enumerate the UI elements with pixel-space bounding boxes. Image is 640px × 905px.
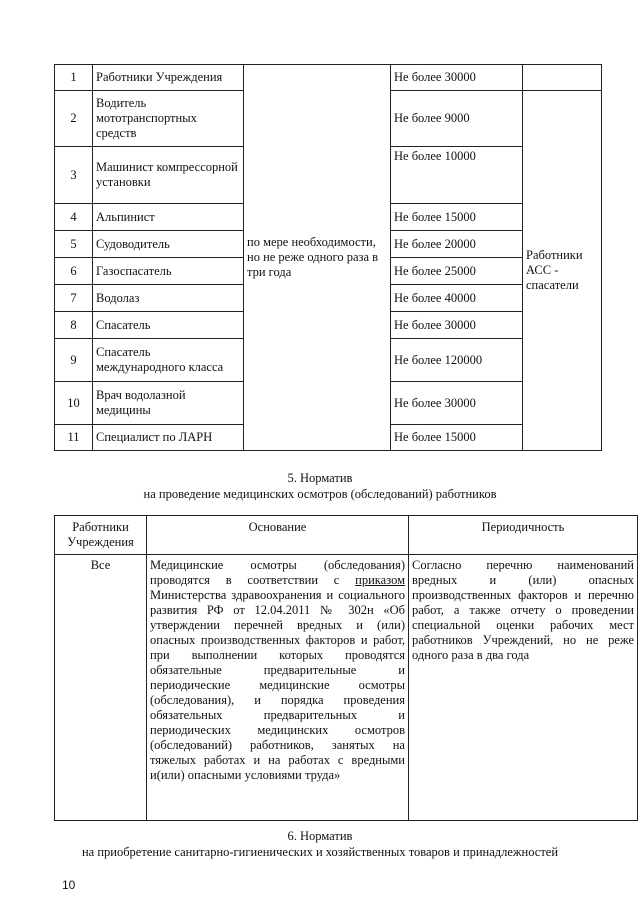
- section-5-number-title: 5. Норматив: [287, 471, 353, 485]
- category-cell: Работники АСС - спасатели: [523, 91, 602, 451]
- profession-name: Спасатель: [93, 312, 244, 339]
- amount-cell: Не более 9000: [391, 91, 523, 147]
- profession-name: Газоспасатель: [93, 258, 244, 285]
- profession-name: Судоводитель: [93, 231, 244, 258]
- amount-cell: Не более 30000: [391, 312, 523, 339]
- periodicity-cell: Согласно перечню наименований вредных и (или) опасных производственных факторов и перечню работ, а также отчету о проведении специальной оценки рабочих мест работников Учреждений, но не реже одного раза в два года: [409, 555, 638, 821]
- medical-exams-table: [54, 515, 638, 821]
- table-row: [55, 555, 638, 821]
- profession-name: Спасатель международного класса: [93, 339, 244, 382]
- row-number: 6: [55, 258, 93, 285]
- row-number: 1: [55, 65, 93, 91]
- row-number: 8: [55, 312, 93, 339]
- amount-cell: Не более 40000: [391, 285, 523, 312]
- row-number: 4: [55, 204, 93, 231]
- row-number: 7: [55, 285, 93, 312]
- table-header-row: [55, 516, 638, 555]
- header-workers: Работники Учреждения: [55, 516, 147, 555]
- amount-cell: Не более 15000: [391, 425, 523, 451]
- amount-cell: Не более 15000: [391, 204, 523, 231]
- basis-text-after: Министерства здравоохранения и социального развития РФ от 12.04.2011 № 302н «Об утверждении перечней вредных и (или) опасных производственных факторов и работ, при выполнении которых проводятся обязательные предварительные и периодические медицинские осмотры (обследования), и порядка проведения обязательных предварительных и периодических медицинских осмотров (обследований) работников, занятых на тяжелых работах и на работах с вредными и(или) опасными условиями труда»: [150, 588, 405, 782]
- section-6-heading: [0, 828, 640, 860]
- amount-cell: Не более 120000: [391, 339, 523, 382]
- section-5-subtitle: на проведение медицинских осмотров (обследований) работников: [143, 487, 497, 501]
- empty-category-cell: [523, 65, 602, 91]
- section-6-number-title: 6. Норматив: [287, 829, 353, 843]
- profession-name: Врач водолазной медицины: [93, 382, 244, 425]
- profession-name: Машинист компрессорной установки: [93, 147, 244, 204]
- row-number: 3: [55, 147, 93, 204]
- workers-cell: Все: [55, 555, 147, 821]
- profession-name: Работники Учреждения: [93, 65, 244, 91]
- profession-name: Альпинист: [93, 204, 244, 231]
- header-basis: Основание: [147, 516, 409, 555]
- section-5-heading: [0, 470, 640, 502]
- section-6-subtitle: на приобретение санитарно-гигиенических и хозяйственных товаров и принадлежностей: [81, 845, 559, 859]
- professions-table: [54, 64, 602, 451]
- amount-cell: Не более 30000: [391, 382, 523, 425]
- profession-name: Водолаз: [93, 285, 244, 312]
- frequency-cell: по мере необходимости, но не реже одного раза в три года: [244, 65, 391, 451]
- row-number: 9: [55, 339, 93, 382]
- amount-cell: Не более 20000: [391, 231, 523, 258]
- row-number: 2: [55, 91, 93, 147]
- header-periodicity: Периодичность: [409, 516, 638, 555]
- amount-cell: Не более 25000: [391, 258, 523, 285]
- page-number: 10: [62, 878, 76, 892]
- row-number: 10: [55, 382, 93, 425]
- row-number: 11: [55, 425, 93, 451]
- table-row: [55, 65, 602, 91]
- profession-name: Водитель мототранспортных средств: [93, 91, 244, 147]
- row-number: 5: [55, 231, 93, 258]
- basis-text-before: Медицинские осмотры (обследования) проводятся в соответствии с: [150, 558, 405, 587]
- profession-name: Специалист по ЛАРН: [93, 425, 244, 451]
- basis-cell: [147, 555, 409, 821]
- order-link[interactable]: приказом: [355, 573, 405, 587]
- amount-cell: Не более 10000: [391, 147, 523, 204]
- amount-cell: Не более 30000: [391, 65, 523, 91]
